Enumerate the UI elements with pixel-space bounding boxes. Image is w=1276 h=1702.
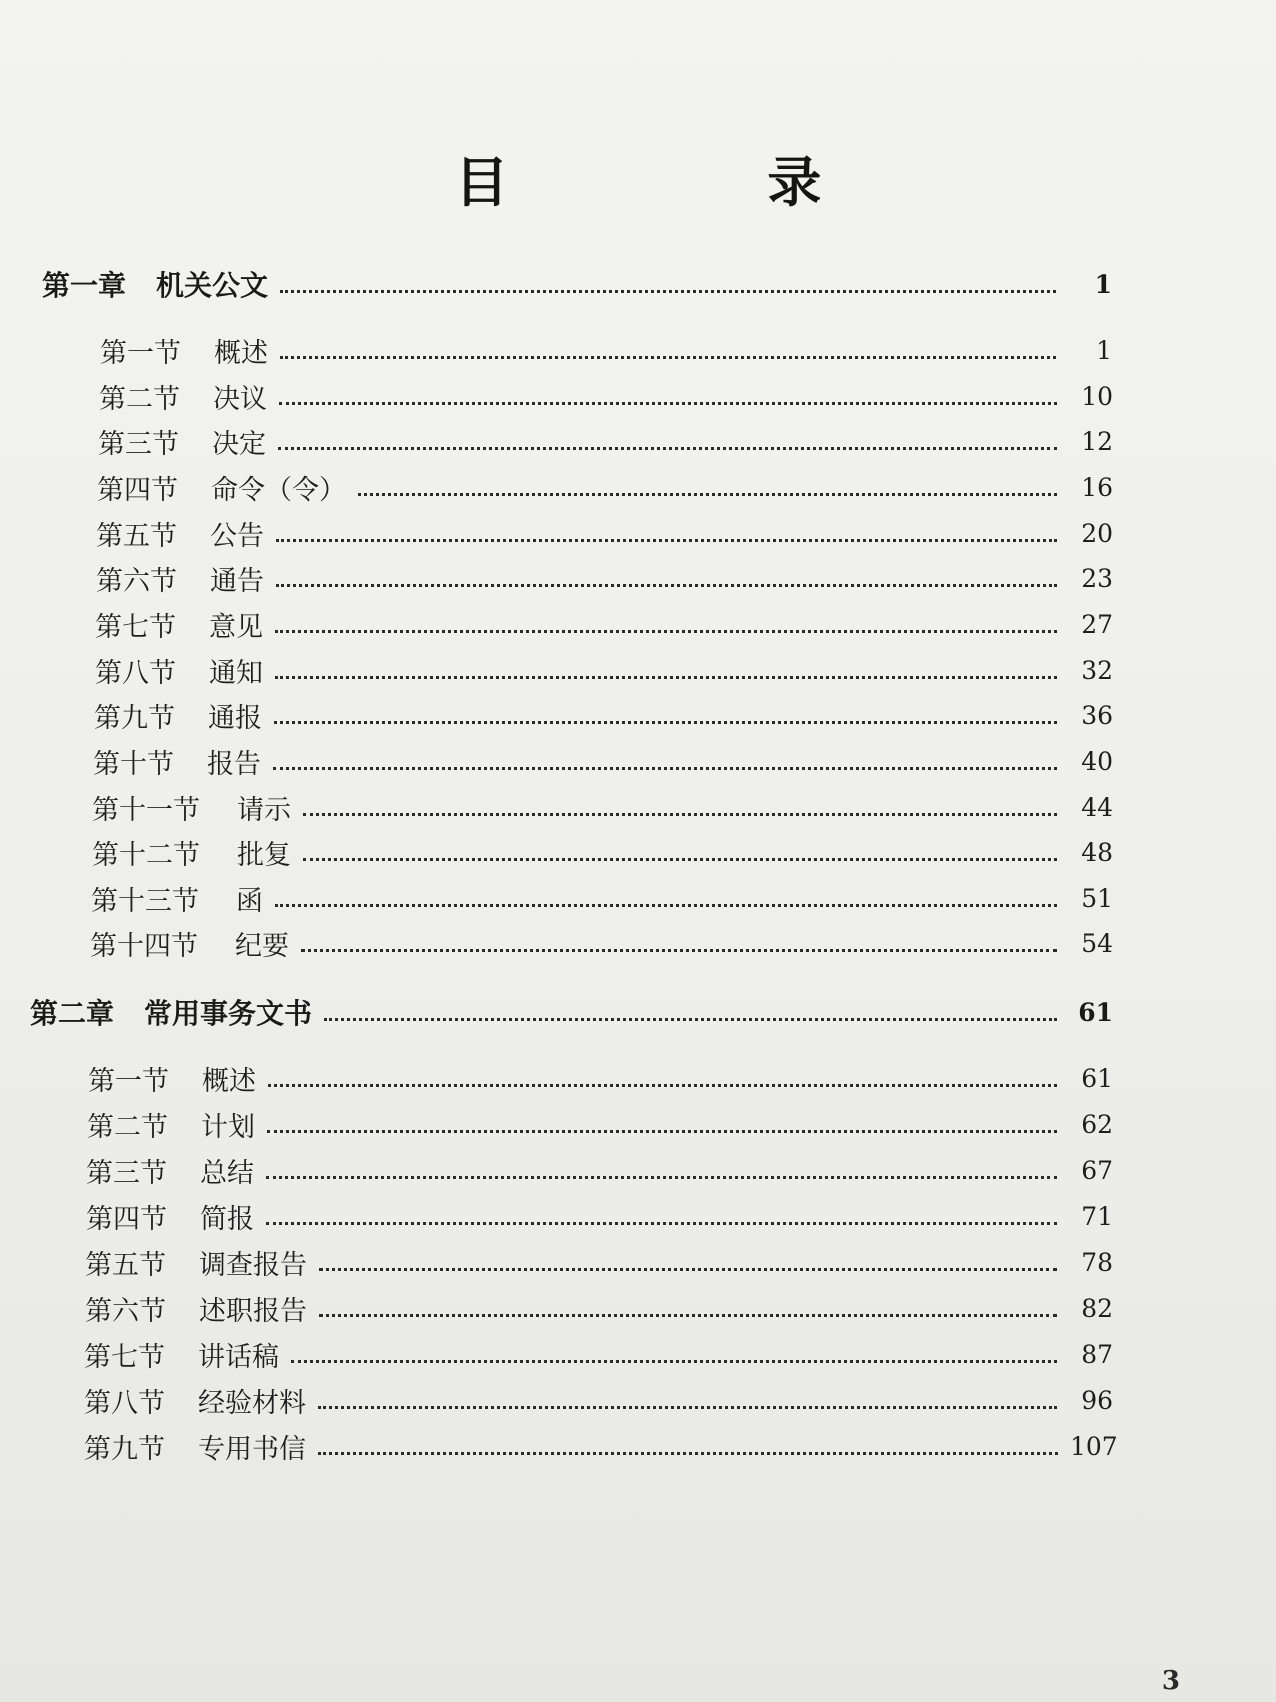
- section-number: 第八节: [95, 657, 176, 689]
- dot-leader: [280, 290, 1056, 293]
- section-page-number: 54: [1081, 928, 1113, 958]
- section-name: 调查报告: [199, 1249, 307, 1281]
- dot-leader: [318, 1406, 1057, 1409]
- section-page-number: 20: [1081, 518, 1113, 548]
- toc-entry[interactable]: [87, 1104, 1113, 1144]
- section-name: 通告: [210, 565, 264, 597]
- chapter-number: 第二章: [30, 997, 115, 1030]
- section-number: 第四节: [97, 474, 178, 506]
- section-page-number: 51: [1081, 883, 1113, 913]
- section-number: 第十三节: [91, 885, 199, 917]
- dot-leader: [318, 1452, 1058, 1455]
- section-page-number: 27: [1081, 609, 1113, 639]
- toc-entry[interactable]: [95, 604, 1113, 644]
- section-page-number: 16: [1081, 472, 1113, 502]
- toc-entry[interactable]: [92, 787, 1113, 827]
- section-page-number: 96: [1081, 1385, 1113, 1415]
- dot-leader: [319, 1268, 1057, 1271]
- dot-leader: [273, 767, 1057, 770]
- dot-leader: [324, 1018, 1057, 1021]
- toc-entry[interactable]: [100, 330, 1112, 370]
- section-name: 纪要: [235, 930, 289, 962]
- section-page-number: 10: [1081, 381, 1113, 411]
- section-name: 公告: [210, 520, 264, 552]
- section-page-number: 107: [1070, 1431, 1118, 1461]
- section-number: 第二节: [99, 383, 180, 415]
- dot-leader: [319, 1314, 1057, 1317]
- section-name: 经验材料: [198, 1387, 306, 1419]
- toc-entry[interactable]: [90, 923, 1113, 963]
- section-page-number: 32: [1081, 655, 1113, 685]
- section-page-number: 78: [1081, 1247, 1113, 1277]
- dot-leader: [266, 1222, 1057, 1225]
- toc-entry[interactable]: [98, 421, 1113, 461]
- section-name: 简报: [200, 1203, 254, 1235]
- section-page-number: 1: [1096, 335, 1112, 365]
- dot-leader: [278, 447, 1057, 450]
- section-page-number: 71: [1081, 1201, 1113, 1231]
- section-name: 意见: [209, 611, 263, 643]
- section-name: 命令（令）: [211, 474, 346, 506]
- dot-leader: [279, 402, 1057, 405]
- section-page-number: 61: [1081, 1063, 1113, 1093]
- section-page-number: 67: [1081, 1155, 1113, 1185]
- section-name: 述职报告: [199, 1295, 307, 1327]
- toc-entry[interactable]: [84, 1426, 1118, 1466]
- section-number: 第一节: [88, 1065, 169, 1097]
- section-name: 通知: [209, 657, 263, 689]
- section-name: 概述: [214, 337, 268, 369]
- page-title: 目 录: [454, 151, 942, 214]
- dot-leader: [274, 721, 1057, 724]
- section-name: 总结: [200, 1157, 254, 1189]
- section-number: 第三节: [98, 428, 179, 460]
- section-page-number: 36: [1081, 700, 1113, 730]
- section-page-number: 48: [1081, 837, 1113, 867]
- section-page-number: 87: [1081, 1339, 1113, 1369]
- section-number: 第十四节: [90, 930, 198, 962]
- dot-leader: [303, 858, 1057, 861]
- chapter-number: 第一章: [42, 269, 127, 302]
- section-name: 请示: [237, 794, 291, 826]
- section-name: 通报: [208, 702, 262, 734]
- section-name: 讲话稿: [198, 1341, 279, 1373]
- toc-entry[interactable]: [96, 558, 1113, 598]
- section-number: 第六节: [85, 1295, 166, 1327]
- section-name: 报告: [207, 748, 261, 780]
- dot-leader: [276, 584, 1057, 587]
- section-number: 第三节: [86, 1157, 167, 1189]
- section-page-number: 44: [1081, 792, 1113, 822]
- section-number: 第九节: [94, 702, 175, 734]
- section-number: 第二节: [87, 1111, 168, 1143]
- section-number: 第六节: [96, 565, 177, 597]
- toc-entry[interactable]: [97, 467, 1113, 507]
- toc-entry[interactable]: [91, 878, 1113, 918]
- toc-entry[interactable]: [99, 376, 1113, 416]
- section-number: 第四节: [86, 1203, 167, 1235]
- section-number: 第一节: [100, 337, 181, 369]
- section-number: 第五节: [85, 1249, 166, 1281]
- section-name: 函: [236, 885, 263, 917]
- section-number: 第七节: [84, 1341, 165, 1373]
- dot-leader: [266, 1176, 1057, 1179]
- dot-leader: [303, 813, 1057, 816]
- toc-entry[interactable]: [94, 695, 1113, 735]
- dot-leader: [268, 1084, 1057, 1087]
- dot-leader: [275, 630, 1057, 633]
- section-number: 第八节: [84, 1387, 165, 1419]
- dot-leader: [358, 493, 1057, 496]
- section-page-number: 23: [1081, 563, 1113, 593]
- chapter-name: 机关公文: [156, 269, 269, 302]
- section-number: 第五节: [96, 520, 177, 552]
- section-number: 第十节: [93, 748, 174, 780]
- page-number: 3: [1161, 1666, 1180, 1696]
- section-page-number: 12: [1081, 426, 1113, 456]
- section-number: 第十二节: [92, 839, 200, 871]
- chapter-name: 常用事务文书: [144, 997, 313, 1030]
- dot-leader: [275, 676, 1057, 679]
- toc-entry[interactable]: [86, 1150, 1113, 1190]
- section-number: 第九节: [84, 1433, 165, 1465]
- section-page-number: 40: [1081, 746, 1113, 776]
- section-name: 决定: [212, 428, 266, 460]
- toc-entry[interactable]: [84, 1380, 1113, 1420]
- section-name: 概述: [202, 1065, 256, 1097]
- toc-entry[interactable]: [88, 1058, 1113, 1098]
- toc-entry[interactable]: [92, 832, 1113, 872]
- chapter-page-number: 1: [1094, 269, 1112, 299]
- toc-entry[interactable]: [93, 741, 1113, 781]
- section-name: 专用书信: [198, 1433, 306, 1465]
- chapter-1-heading[interactable]: [42, 264, 1112, 304]
- toc-entry[interactable]: [85, 1242, 1113, 1282]
- dot-leader: [291, 1360, 1057, 1363]
- toc-entry[interactable]: [84, 1334, 1113, 1374]
- dot-leader: [275, 904, 1057, 907]
- toc-entry[interactable]: [96, 513, 1113, 553]
- chapter-page-number: 61: [1078, 997, 1113, 1027]
- toc-entry[interactable]: [95, 650, 1113, 690]
- chapter-2-heading[interactable]: [30, 992, 1113, 1032]
- dot-leader: [267, 1130, 1057, 1133]
- section-name: 计划: [201, 1111, 255, 1143]
- dot-leader: [301, 949, 1057, 952]
- section-name: 决议: [213, 383, 267, 415]
- section-number: 第十一节: [92, 794, 200, 826]
- dot-leader: [276, 539, 1057, 542]
- section-page-number: 62: [1081, 1109, 1113, 1139]
- dot-leader: [280, 356, 1056, 359]
- toc-entry[interactable]: [85, 1288, 1113, 1328]
- section-page-number: 82: [1081, 1293, 1113, 1323]
- toc-entry[interactable]: [86, 1196, 1113, 1236]
- section-number: 第七节: [95, 611, 176, 643]
- section-name: 批复: [237, 839, 291, 871]
